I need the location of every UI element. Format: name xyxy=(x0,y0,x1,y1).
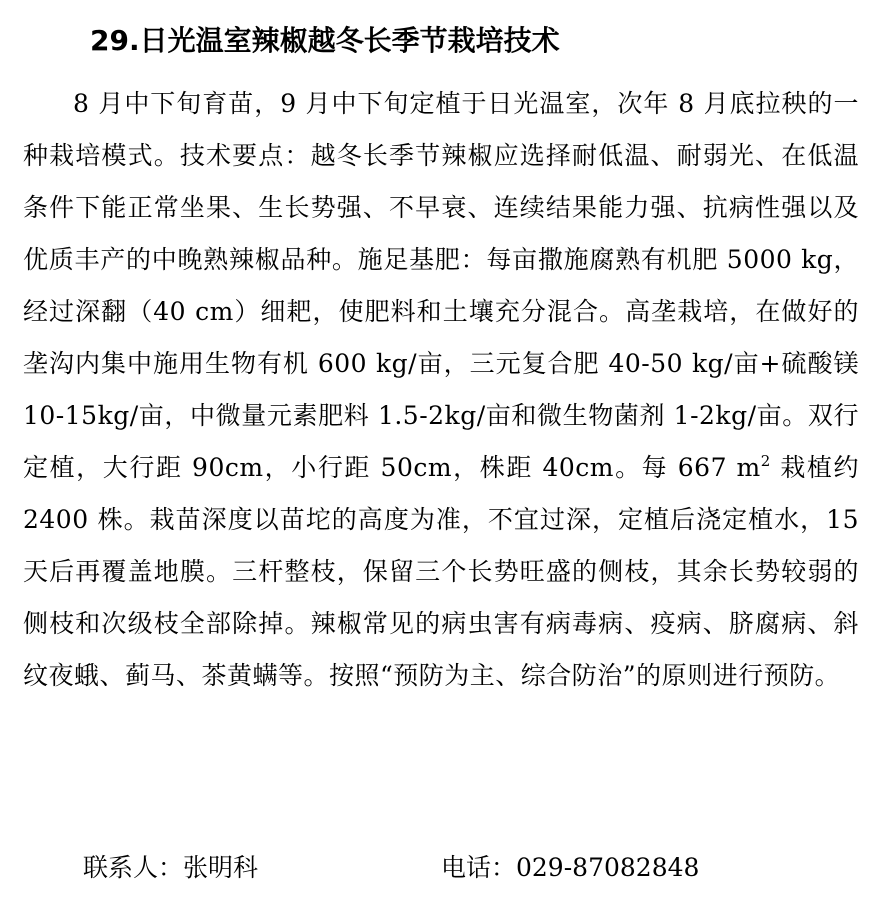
body-text-part1: 8 月中下旬育苗，9 月中下旬定植于日光温室，次年 8 月底拉秧的一种栽培模式。技术要点：越冬长季节辣椒应选择耐低温、耐弱光、在低温条件下能正常坐果、生长势强、不早衰、连续结果能力强、抗病性强以及优质丰产的中晚熟辣椒品种。施足基肥：每亩撒施腐熟有机肥 5000 kg，经过深翻（40 cm）细耙，使肥料和土壤充分混合。高垄栽培，在做好的垄沟内集中施用生物有机 600 kg/亩，三元复合肥 40-50 kg/亩+硫酸镁 10-15kg/亩，中微量元素肥料 1.5-2kg/亩和微生物菌剂 1-2kg/亩。双行定植，大行距 90cm，小行距 50cm，株距 40cm。每 667 m xyxy=(23,89,859,482)
article-title: 29.日光温室辣椒越冬长季节栽培技术 xyxy=(90,24,560,57)
area-unit-superscript: 2 xyxy=(760,452,771,470)
article-body xyxy=(23,78,859,702)
contact-person: 联系人：张明科 xyxy=(83,853,259,882)
contact-phone: 电话：029-87082848 xyxy=(441,853,700,882)
body-text-part2: 栽植约 2400 株。栽苗深度以苗坨的高度为准，不宜过深，定植后浇定植水，15 天后再覆盖地膜。三杆整枝，保留三个长势旺盛的侧枝，其余长势较弱的侧枝和次级枝全部除掉。辣椒常见的病虫害有病毒病、疫病、脐腐病、斜纹夜蛾、蓟马、茶黄螨等。按照“预防为主、综合防治”的原则进行预防。 xyxy=(23,453,859,690)
